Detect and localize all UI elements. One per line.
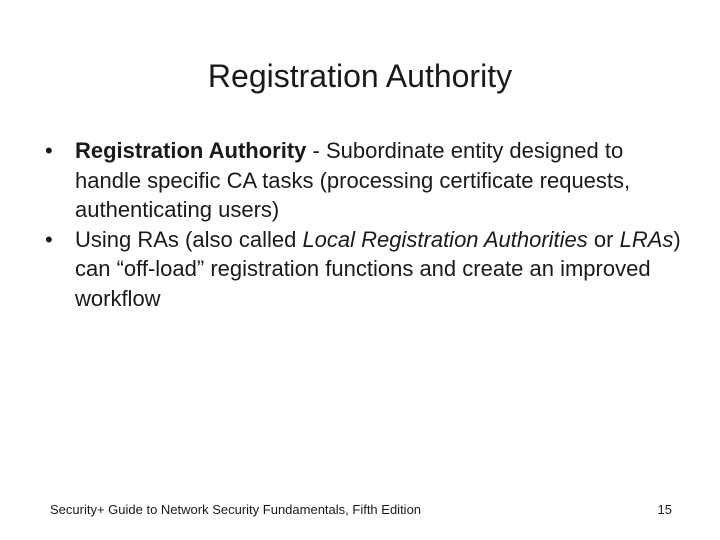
slide-title: Registration Authority xyxy=(207,58,513,94)
footer-source: Security+ Guide to Network Security Fundamentals, Fifth Edition xyxy=(50,502,422,517)
page-number: 15 xyxy=(657,502,672,517)
bullet-term: Registration Authority xyxy=(75,138,307,163)
bullet-definition: - Subordinate entity designed to handle specific CA tasks (processing certificate requests, authenticating users) xyxy=(75,138,631,222)
bullet-item-registration-authority xyxy=(44,136,684,225)
bullet-text-part: Using RAs (also called xyxy=(75,226,303,252)
bullet-italic-term: LRAs xyxy=(619,226,674,252)
bullet-list xyxy=(44,136,684,313)
bullet-text-part: or xyxy=(587,226,620,252)
bullet-marker: • xyxy=(45,138,53,163)
bullet-marker: • xyxy=(45,226,53,252)
bullet-italic-term: Local Registration Authorities xyxy=(302,226,588,252)
bullet-text-part: ) can “off-load” registration functions and create an improved workflow xyxy=(75,226,681,311)
bullet-item-using-ras xyxy=(44,225,684,314)
